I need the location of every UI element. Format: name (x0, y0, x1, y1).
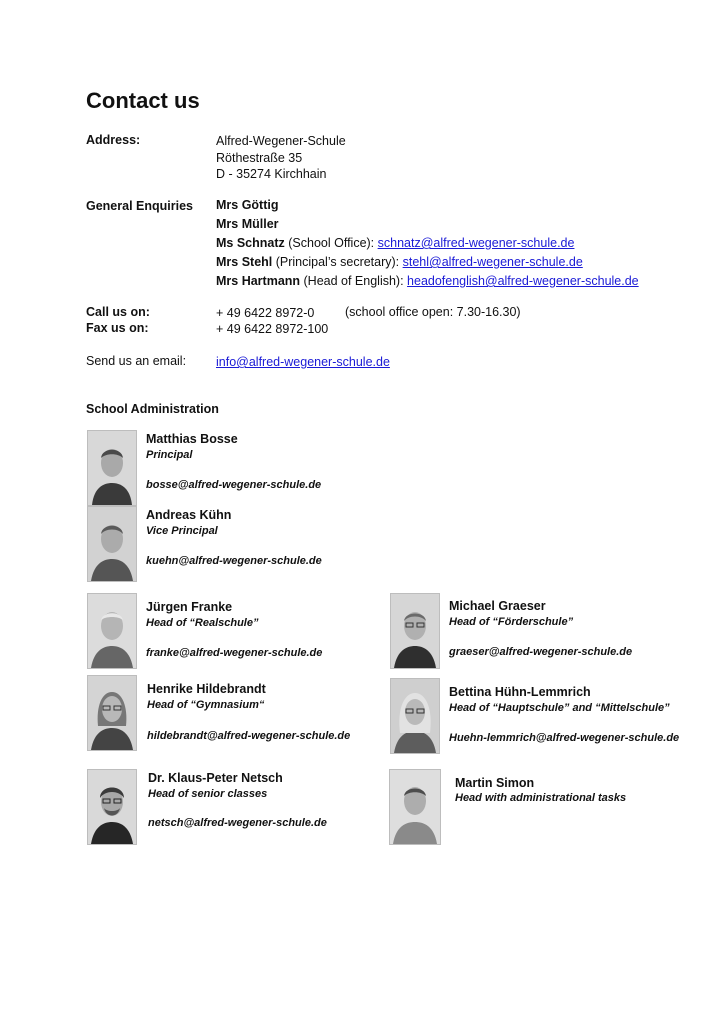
portrait-photo (87, 593, 137, 669)
portrait-photo (87, 430, 137, 506)
person-email[interactable]: bosse@alfred-wegener-schule.de (146, 479, 322, 491)
contact-role: (Principal’s secretary): (272, 255, 403, 269)
enquiry-contact (216, 272, 639, 291)
address-line: D - 35274 Kirchhain (216, 167, 327, 181)
person-role: Head with administrational tasks (455, 792, 627, 804)
portrait-photo (390, 593, 440, 669)
section-heading: School Administration (86, 402, 219, 416)
enquiries-label: General Enquiries (86, 199, 193, 213)
address-line: Alfred-Wegener-Schule (216, 134, 346, 148)
contact-role: (Head of English): (300, 274, 408, 288)
email-label: Send us an email: (86, 354, 187, 368)
person-name: Michael Graeser (449, 599, 546, 613)
person-role: Vice Principal (146, 525, 218, 537)
enquiry-contact (216, 253, 639, 272)
person-role: Head of “Förderschule” (449, 616, 574, 628)
person-email[interactable]: franke@alfred-wegener-schule.de (146, 647, 323, 659)
contact-name: Ms Schnatz (216, 236, 285, 250)
person-name: Bettina Hühn-Lemmrich (449, 685, 591, 699)
call-value: + 49 6422 8972-0 (216, 306, 315, 320)
person-role: Principal (146, 449, 193, 461)
person-email[interactable]: graeser@alfred-wegener-schule.de (449, 646, 633, 658)
person-name: Jürgen Franke (146, 600, 233, 614)
enquiry-contact (216, 234, 639, 253)
office-hours: (school office open: 7.30-16.30) (345, 305, 521, 319)
address-block (216, 133, 346, 183)
person-name: Matthias Bosse (146, 432, 238, 446)
contact-email-link[interactable]: stehl@alfred-wegener-schule.de (402, 255, 583, 269)
contact-name: Mrs Hartmann (216, 274, 301, 288)
person-email[interactable]: kuehn@alfred-wegener-schule.de (146, 555, 322, 567)
call-label: Call us on: (86, 305, 150, 319)
person-name: Andreas Kühn (146, 508, 232, 522)
address-label: Address: (86, 133, 141, 147)
fax-label: Fax us on: (86, 321, 149, 335)
person-role: Head of “Realschule” (146, 617, 259, 629)
general-email-link[interactable]: info@alfred-wegener-schule.de (216, 355, 390, 369)
enquiries-list (216, 196, 639, 291)
person-role: Head of “Gymnasium“ (147, 699, 265, 711)
portrait-photo (390, 678, 440, 754)
page-title: Contact us (86, 88, 200, 113)
person-email[interactable]: netsch@alfred-wegener-schule.de (148, 817, 327, 829)
person-role: Head of senior classes (148, 788, 268, 800)
person-role: Head of “Hauptschule” and “Mittelschule” (449, 702, 670, 714)
person-email[interactable]: hildebrandt@alfred-wegener-schule.de (147, 730, 351, 742)
contact-name: Mrs Göttig (216, 198, 279, 212)
person-name: Dr. Klaus-Peter Netsch (148, 771, 283, 785)
portrait-photo (87, 675, 137, 751)
person-name: Henrike Hildebrandt (147, 682, 266, 696)
fax-value: + 49 6422 8972-100 (216, 322, 329, 336)
enquiry-contact (216, 215, 639, 234)
portrait-photo (87, 506, 137, 582)
enquiry-contact (216, 196, 639, 215)
contact-email-link[interactable]: headofenglish@alfred-wegener-schule.de (407, 274, 639, 288)
person-name: Martin Simon (455, 776, 535, 790)
portrait-photo (87, 769, 137, 845)
address-line: Röthestraße 35 (216, 150, 303, 165)
contact-name: Mrs Stehl (216, 255, 273, 269)
contact-role: (School Office): (284, 236, 378, 250)
person-email[interactable]: Huehn-lemmrich@alfred-wegener-schule.de (449, 732, 680, 744)
contact-name: Mrs Müller (216, 217, 279, 231)
contact-email-link[interactable]: schnatz@alfred-wegener-schule.de (377, 236, 575, 250)
portrait-photo (389, 769, 441, 845)
